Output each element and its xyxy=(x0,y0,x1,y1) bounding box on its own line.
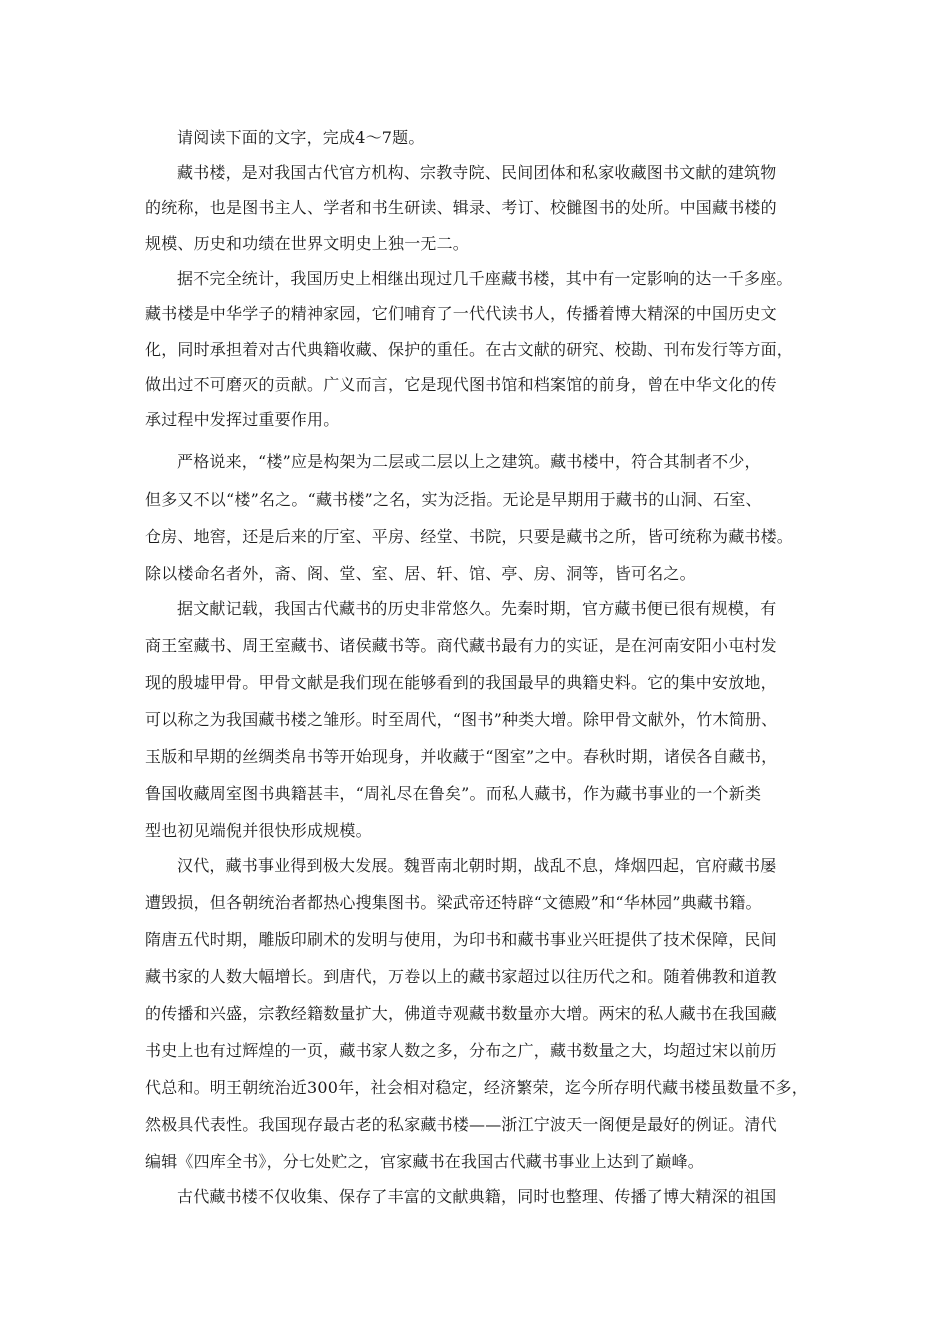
text-line: 承过程中发挥过重要作用。 xyxy=(145,410,340,429)
text-line: 化，同时承担着对古代典籍收藏、保护的重任。在古文献的研究、校勘、刊布发行等方面， xyxy=(145,340,794,359)
text-line: 据不完全统计，我国历史上相继出现过几千座藏书楼，其中有一定影响的达一千多座。 xyxy=(177,269,793,288)
text-line: 除以楼命名者外，斋、阁、堂、室、居、轩、馆、亭、房、洞等，皆可名之。 xyxy=(145,564,696,583)
text-line: 藏书家的人数大幅增长。到唐代，万卷以上的藏书家超过以往历代之和。随着佛教和道教 xyxy=(145,967,777,986)
text-line: 藏书楼是中华学子的精神家园，它们哺育了一代代读书人，传播着博大精深的中国历史文 xyxy=(145,304,777,323)
text-line: 严格说来，“楼”应是构架为二层或二层以上之建筑。藏书楼中，符合其制者不少， xyxy=(177,452,761,471)
text-line: 仓房、地窖，还是后来的厅室、平房、经堂、书院，只要是藏书之所，皆可统称为藏书楼。 xyxy=(145,527,794,546)
text-line: 玉版和早期的丝绸类帛书等开始现身，并收藏于“图室”之中。春秋时期，诸侯各自藏书， xyxy=(145,747,778,766)
instruction-line: 请阅读下面的文字，完成4～7题。 xyxy=(177,128,425,147)
text-line: 规模、历史和功绩在世界文明史上独一无二。 xyxy=(145,234,470,253)
text-line: 代总和。明王朝统治近300年，社会相对稳定，经济繁荣，迄今所存明代藏书楼虽数量不多， xyxy=(145,1078,808,1097)
text-line: 汉代，藏书事业得到极大发展。魏晋南北朝时期，战乱不息，烽烟四起，官府藏书屡 xyxy=(177,856,777,875)
text-line: 隋唐五代时期，雕版印刷术的发明与使用，为印书和藏书事业兴旺提供了技术保障，民间 xyxy=(145,930,777,949)
text-line: 遭毁损，但各朝统治者都热心搜集图书。梁武帝还特辟“文德殿”和“华林园”典藏书籍。 xyxy=(145,893,762,912)
text-line: 的传播和兴盛，宗教经籍数量扩大，佛道寺观藏书数量亦大增。两宋的私人藏书在我国藏 xyxy=(145,1004,777,1023)
text-line: 可以称之为我国藏书楼之雏形。时至周代，“图书”种类大增。除甲骨文献外，竹木简册、 xyxy=(145,710,778,729)
text-line: 现的殷墟甲骨。甲骨文献是我们现在能够看到的我国最早的典籍史料。它的集中安放地， xyxy=(145,673,777,692)
text-line: 然极具代表性。我国现存最古老的私家藏书楼——浙江宁波天一阁便是最好的例证。清代 xyxy=(145,1115,777,1134)
text-line: 编辑《四库全书》，分七处贮之，官家藏书在我国古代藏书事业上达到了巅峰。 xyxy=(145,1152,705,1171)
text-line: 商王室藏书、周王室藏书、诸侯藏书等。商代藏书最有力的实证，是在河南安阳小屯村发 xyxy=(145,636,777,655)
text-line: 古代藏书楼不仅收集、保存了丰富的文献典籍，同时也整理、传播了博大精深的祖国 xyxy=(177,1187,777,1206)
text-line: 型也初见端倪并很快形成规模。 xyxy=(145,821,372,840)
text-line: 的统称，也是图书主人、学者和书生研读、辑录、考订、校雠图书的处所。中国藏书楼的 xyxy=(145,198,777,217)
text-line: 据文献记载，我国古代藏书的历史非常悠久。先秦时期，官方藏书便已很有规模，有 xyxy=(177,599,777,618)
text-line: 藏书楼，是对我国古代官方机构、宗教寺院、民间团体和私家收藏图书文献的建筑物 xyxy=(177,163,777,182)
text-line: 但多又不以“楼”名之。“藏书楼”之名，实为泛指。无论是早期用于藏书的山洞、石室、 xyxy=(145,490,762,509)
text-line: 书史上也有过辉煌的一页，藏书家人数之多，分布之广，藏书数量之大，均超过宋以前历 xyxy=(145,1041,777,1060)
text-line: 鲁国收藏周室图书典籍甚丰，“周礼尽在鲁矣”。而私人藏书，作为藏书事业的一个新类 xyxy=(145,784,762,803)
text-line: 做出过不可磨灭的贡献。广义而言，它是现代图书馆和档案馆的前身，曾在中华文化的传 xyxy=(145,375,777,394)
